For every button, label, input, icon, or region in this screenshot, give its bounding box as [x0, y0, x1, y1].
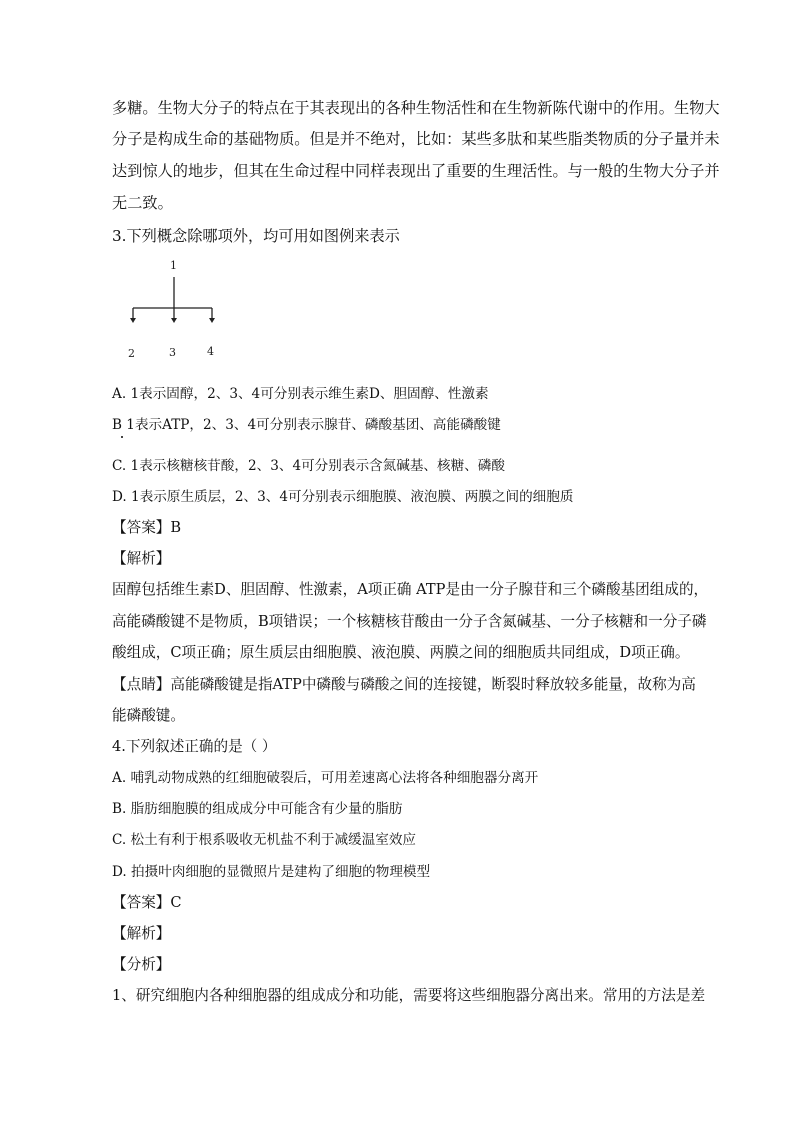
q3-option-d: D. 1表示原生质层，2、3、4可分别表示细胞膜、液泡膜、两膜之间的细胞质	[112, 489, 574, 505]
q4-option-a: A. 哺乳动物成熟的红细胞破裂后，可用差速离心法将各种细胞器分离开	[112, 770, 539, 786]
q4-analysis-line: 1、研究细胞内各种细胞器的组成成分和功能，需要将这些细胞器分离出来。常用的方法是差	[112, 987, 706, 1004]
q3-answer: 【答案】B	[112, 519, 182, 536]
q3-analysis-line: 酸组成，C项正确；原生质层由细胞膜、液泡膜、两膜之间的细胞质共同组成，D项正确。	[112, 644, 690, 661]
diagram-label-1: 1	[170, 259, 177, 272]
paragraph-line: 多糖。生物大分子的特点在于其表现出的各种生物活性和在生物新陈代谢中的作用。生物大	[112, 99, 720, 117]
q4-analysis-title: 【解析】	[112, 925, 171, 942]
q3-option-a: A. 1表示固醇，2、3、4可分别表示维生素D、胆固醇、性激素	[112, 386, 489, 402]
q3-option-b: B 1表示ATP，2、3、4可分别表示腺苷、磷酸基团、高能磷酸键	[112, 417, 501, 433]
paragraph-line: 达到惊人的地步，但其在生命过程中同样表现出了重要的生理活性。与一般的生物大分子并	[112, 162, 720, 180]
diagram-label-2: 2	[128, 347, 135, 360]
q4-analysis-subtitle: 【分析】	[112, 956, 171, 973]
q4-option-d: D. 拍摄叶肉细胞的显微照片是建构了细胞的物理模型	[112, 864, 431, 880]
q3-analysis-line: 固醇包括维生素D、胆固醇、性激素，A项正确 ATP是由一分子腺苷和三个磷酸基团组成的，	[112, 581, 709, 598]
concept-tree-diagram	[118, 255, 228, 365]
q3-tip-line: 【点睛】高能磷酸键是指ATP中磷酸与磷酸之间的连接键，断裂时释放较多能量，故称为高	[112, 676, 696, 693]
paragraph-line: 分子是构成生命的基础物质。但是并不绝对，比如：某些多肽和某些脂类物质的分子量并未	[112, 130, 720, 148]
q3-tip-line: 能磷酸键。	[112, 707, 185, 724]
q3-option-c: C. 1表示核糖核苷酸，2、3、4可分别表示含氮碱基、核糖、磷酸	[112, 458, 505, 474]
question-4-stem: 4.下列叙述正确的是（ ）	[112, 738, 277, 755]
q4-option-c: C. 松土有利于根系吸收无机盐不利于减缓温室效应	[112, 832, 417, 848]
q4-option-b: B. 脂肪细胞膜的组成成分中可能含有少量的脂肪	[112, 801, 403, 817]
q3-analysis-line: 高能磷酸键不是物质，B项错误；一个核糖核苷酸由一分子含氮碱基、一分子核糖和一分子磷	[112, 613, 707, 630]
paragraph-line: 无二致。	[112, 194, 173, 212]
q4-answer: 【答案】C	[112, 894, 182, 911]
diagram-label-3: 3	[169, 346, 176, 359]
diagram-label-4: 4	[207, 345, 214, 358]
stray-dot	[121, 436, 123, 438]
question-3-stem: 3.下列概念除哪项外，均可用如图例来表示	[112, 227, 400, 245]
q3-analysis-title: 【解析】	[112, 550, 171, 567]
